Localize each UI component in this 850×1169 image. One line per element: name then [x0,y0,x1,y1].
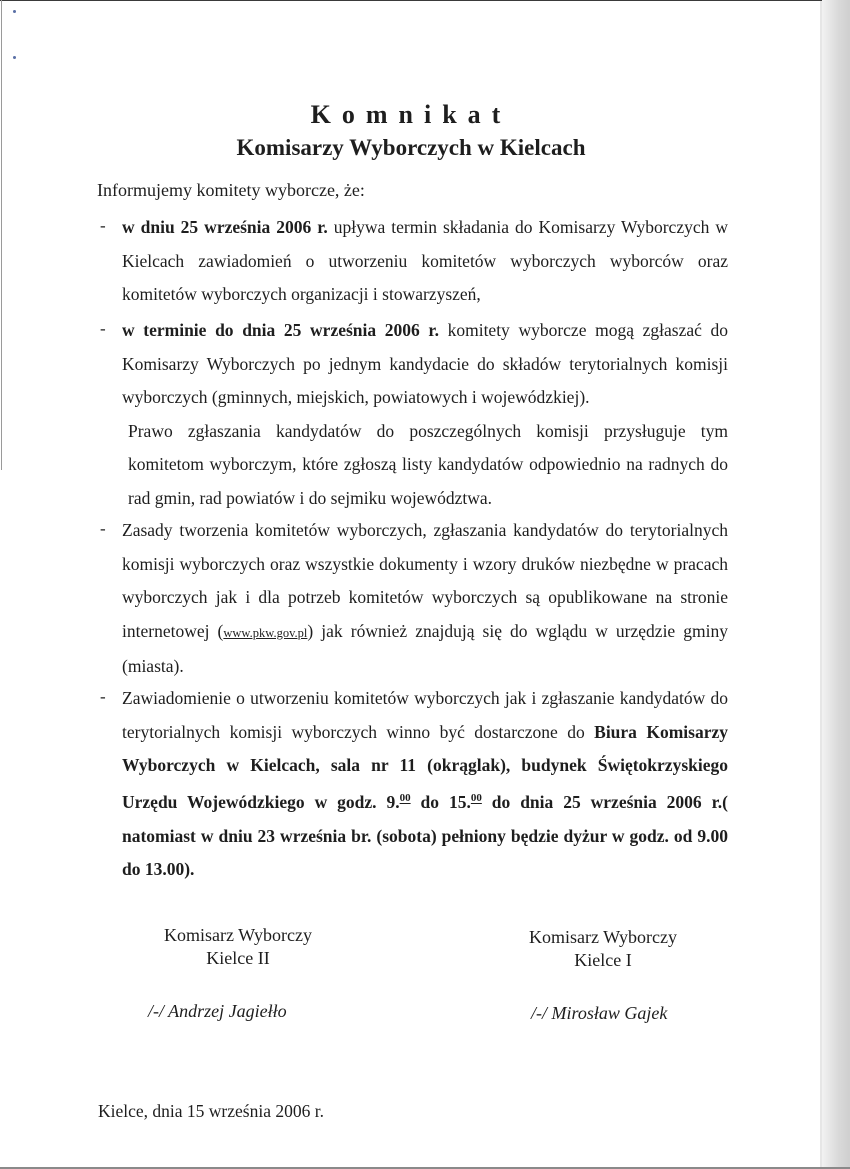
item-text: Zasady tworzenia komitetów wyborczych, zgłaszania kandydatów do terytorialnych komisji wyborczych oraz wszystkie dokumenty i wzory druków niezbędne w pracach wyborczych jak i dla potrzeb komitetów wyborczych są opublikowane na stronie internetowej ( [122,520,728,641]
item-date-bold: w dniu 25 września 2006 r. [122,217,328,237]
scan-speck [13,56,16,59]
signer-place: Kielce I [574,950,632,970]
hour-superscript: 00 [470,792,482,805]
signer-place: Kielce II [206,948,270,968]
item-text: komitety wyborcze mogą zgłaszać do Komisarzy Wyborczych po jednym kandydacie do składów terytorialnych komisji wyborczych (gminnych, miejskich, powiatowych i wojewódzkiej). [122,320,729,407]
list-bullet: - [100,687,106,706]
scan-right-edge [822,0,850,1169]
item-text-after: ) jak również znajdują się do wglądu w urzędzie gminy (miasta). [122,620,728,676]
list-item [122,211,728,312]
list-bullet: - [100,319,106,338]
scan-top-border [0,0,822,1]
item-text: upływa termin składania do Komisarzy Wyborczych w Kielcach zawiadomień o utworzeniu komitetów wyborczych wyborców oraz komitetów wyborczych organizacji i stowarzyszeń, [122,217,728,304]
item-subparagraph: Prawo zgłaszania kandydatów do poszczególnych komisji przysługuje tym komitetom wyborczym, które zgłoszą listy kandydatów odpowiednio na radnych do rad gmin, rad powiatów i do sejmiku województwa. [128,420,728,508]
scan-left-border [1,0,2,470]
hour-superscript: 00 [399,792,411,805]
signer-name-right: /-/ Mirosław Gajek [531,1003,668,1023]
office-hours: do 15. [410,792,471,813]
signature-block-left [118,924,358,970]
list-item [122,682,728,887]
document-title: Komnikat [310,100,512,129]
signer-name-left: /-/ Andrzej Jagiełło [148,1001,287,1021]
scan-speck [13,10,16,13]
intro-text: Informujemy komitety wyborcze, że: [97,180,365,200]
list-item [122,514,728,684]
deadline-details: do dnia 25 września 2006 r.( natomiast w dniu 23 września br. (sobota) pełniony będzie dyżur w godz. od 9.00 do 13.00). [122,792,728,880]
list-bullet: - [100,216,106,235]
document-subtitle: Komisarzy Wyborczych w Kielcach [236,135,586,160]
signature-block-right [483,926,723,972]
item-text: Zawiadomienie o utworzeniu komitetów wyborczych jak i zgłaszanie kandydatów do terytorialnych komisji wyborczych winno być dostarczone do [122,688,728,742]
list-item [122,314,728,515]
website-link[interactable]: www.pkw.gov.pl [223,625,308,640]
office-location: Biura Komisarzy Wyborczych w Kielcach, sala nr 11 (okrąglak), budynek Świętokrzyskiego Urzędu Wojewódzkiego w godz. 9. [122,721,728,813]
list-bullet: - [100,519,106,538]
office-details [122,722,728,880]
item-date-bold: w terminie do dnia 25 września 2006 r. [122,320,439,340]
document-date: Kielce, dnia 15 września 2006 r. [98,1101,324,1121]
signer-role: Komisarz Wyborczy [163,925,313,945]
signer-role: Komisarz Wyborczy [528,927,678,947]
